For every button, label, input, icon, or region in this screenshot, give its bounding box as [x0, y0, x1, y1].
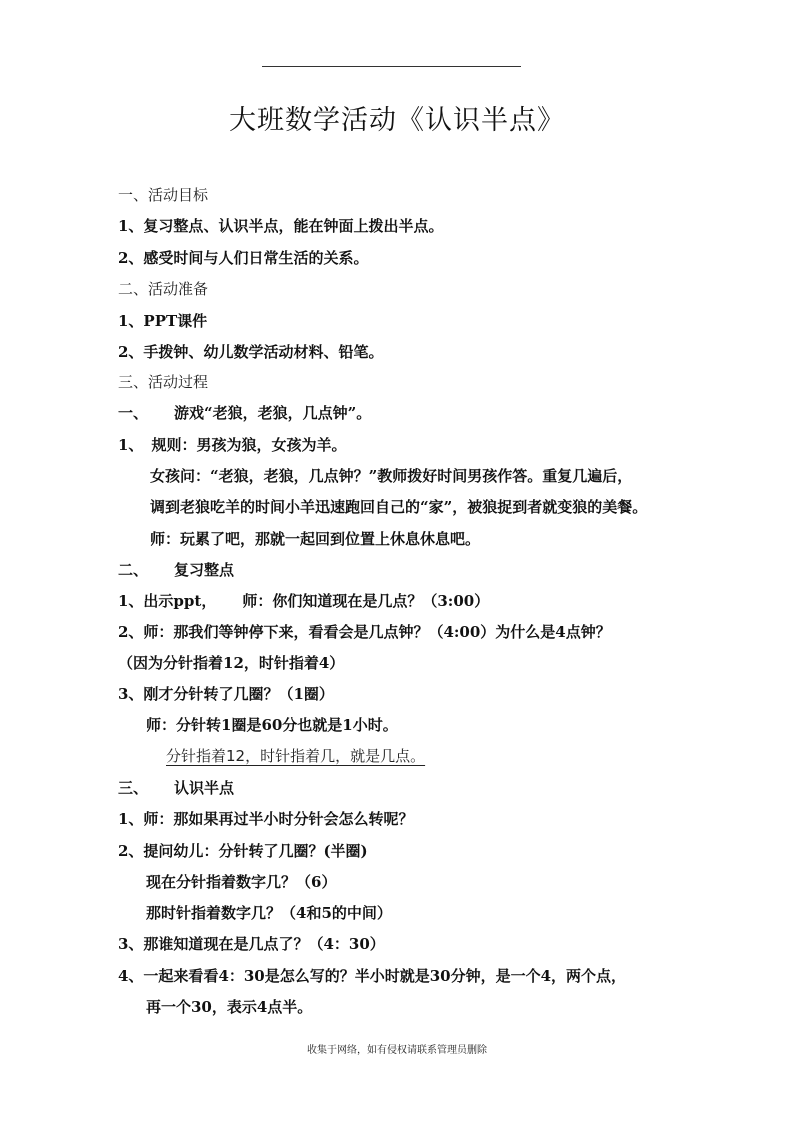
step-2-item-2: 2、师：那我们等钟停下来，看看会是几点钟？（4:00）为什么是4点钟？ — [118, 623, 611, 641]
step-1-title: 游戏“老狼，老狼，几点钟”。 — [174, 404, 372, 422]
step-3-item-4: 4、一起来看看4：30是怎么写的？半小时就是30分钟，是一个4，两个点， — [118, 967, 627, 985]
step-2-item-1-b: 师：你们知道现在是几点？（3:00） — [242, 592, 490, 610]
step-2-item-1 — [118, 591, 489, 611]
page-title: 大班数学活动《认识半点》 — [229, 105, 565, 136]
step-1-number: 一、 — [118, 404, 149, 422]
step-3-item-2-q1: 现在分针指着数字几？（6） — [146, 873, 337, 891]
prep-item-2: 2、手拨钟、幼儿数学活动材料、铅笔。 — [118, 343, 384, 361]
section-heading-process: 三、活动过程 — [118, 373, 209, 391]
game-description-2: 调到老狼吃羊的时间小羊迅速跑回自己的“家”，被狼捉到者就变狼的美餐。 — [150, 498, 648, 516]
goal-item-2: 2、感受时间与人们日常生活的关系。 — [118, 249, 369, 267]
step-2-summary: 分针指着12，时针指着几，就是几点。 — [166, 747, 426, 765]
rule-text: 规则：男孩为狼，女孩为羊。 — [151, 436, 347, 454]
goal-item-1: 1、复习整点、认识半点，能在钟面上拨出半点。 — [118, 217, 444, 235]
step-2-heading — [118, 560, 234, 580]
step-2-item-3: 3、刚才分针转了几圈？（1圈） — [118, 685, 334, 703]
header-rule — [262, 66, 521, 67]
step-3-number: 三、 — [118, 779, 149, 797]
step-3-title: 认识半点 — [174, 779, 235, 797]
game-description-3: 师：玩累了吧，那就一起回到位置上休息休息吧。 — [150, 530, 481, 548]
step-2-item-2-note: （因为分针指着12，时针指着4） — [118, 654, 345, 672]
step-1-rule — [118, 435, 346, 455]
step-3-item-3: 3、那谁知道现在是几点了？（4：30） — [118, 935, 385, 953]
game-description-1: 女孩问：“老狼，老狼，几点钟？”教师拨好时间男孩作答。重复几遍后， — [150, 467, 633, 485]
step-3-heading — [118, 778, 234, 798]
step-3-item-2-q2: 那时针指着数字几？（4和5的中间） — [146, 904, 392, 922]
section-heading-preparation: 二、活动准备 — [118, 280, 209, 298]
step-2-item-1-a: 1、出示ppt， — [118, 592, 217, 610]
step-3-item-4-cont: 再一个30，表示4点半。 — [146, 998, 313, 1016]
step-3-item-1: 1、师：那如果再过半小时分针会怎么转呢？ — [118, 810, 414, 828]
step-2-title: 复习整点 — [174, 561, 235, 579]
rule-number: 1、 — [118, 436, 144, 454]
step-2-number: 二、 — [118, 561, 149, 579]
step-3-item-2: 2、提问幼儿：分针转了几圈？(半圈) — [118, 842, 368, 860]
step-2-item-3-explain: 师：分针转1圈是60分也就是1小时。 — [146, 716, 398, 734]
prep-item-1: 1、PPT课件 — [118, 312, 208, 330]
section-heading-goals: 一、活动目标 — [118, 186, 209, 204]
footer-note: 收集于网络，如有侵权请联系管理员删除 — [307, 1045, 487, 1056]
step-1-heading — [118, 403, 371, 423]
